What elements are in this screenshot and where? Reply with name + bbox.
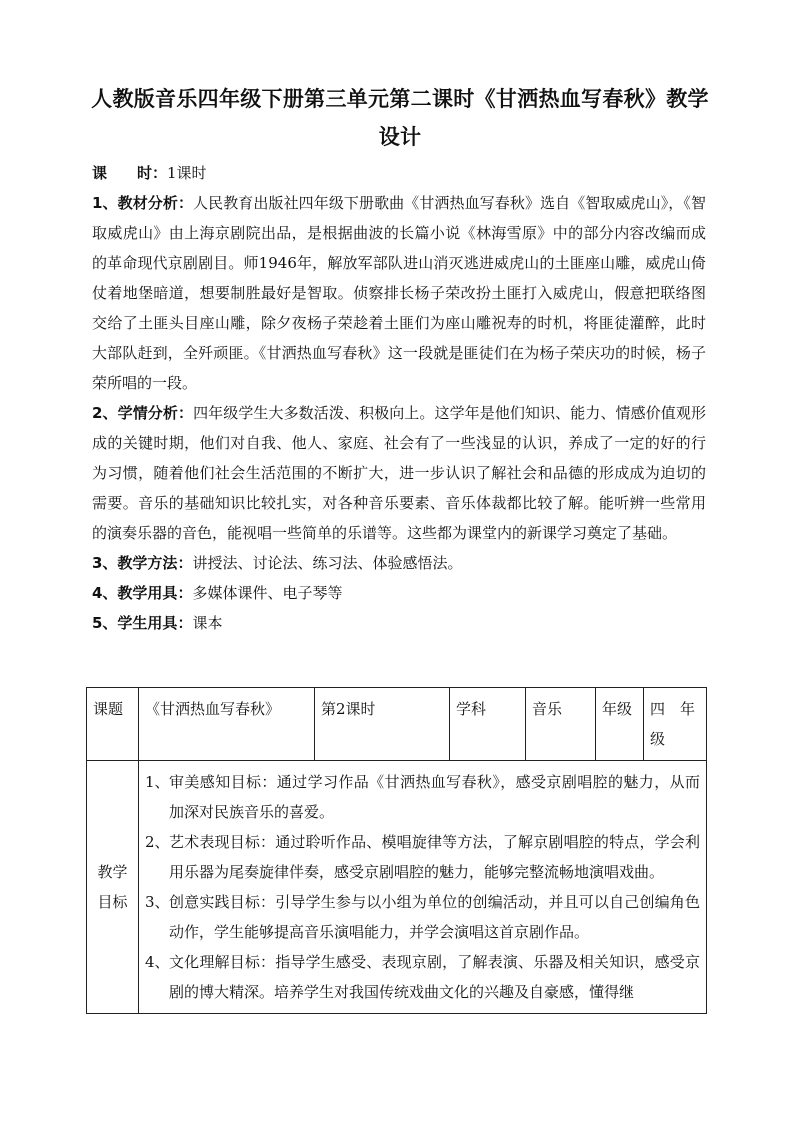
section-teaching-tools — [92, 578, 706, 608]
cell-grade-label: 年级 — [596, 688, 644, 761]
goal-item — [145, 887, 700, 947]
goal-number: 2、 — [145, 833, 170, 851]
cell-topic-label: 课题 — [87, 688, 139, 761]
section-text: 课本 — [192, 614, 223, 632]
goal-number: 1、 — [145, 773, 170, 791]
cell-goals-content — [139, 761, 707, 1014]
table-goals-row — [87, 761, 707, 1014]
section-label: 4、教学用具： — [92, 584, 193, 602]
cell-topic-value: 《甘洒热血写春秋》 — [139, 688, 315, 761]
section-text: 多媒体课件、电子琴等 — [192, 584, 343, 602]
goal-text: 审美感知目标：通过学习作品《甘洒热血写春秋》，感受京剧唱腔的魅力，从而加深对民族音乐的喜爱。 — [169, 773, 700, 821]
section-student-analysis — [92, 398, 706, 548]
lesson-hours-value: 1课时 — [167, 164, 207, 182]
cell-goals-label: 教学目标 — [87, 761, 139, 1014]
lesson-plan-table — [86, 687, 707, 1014]
goal-item — [145, 767, 700, 827]
table-header-row — [87, 688, 707, 761]
section-text: 四年级学生大多数活泼、积极向上。这学年是他们知识、能力、情感价值观形成的关键时期，他们对自我、他人、家庭、社会有了一些浅显的认识，养成了一定的好的行为习惯，随着他们社会生活范围的不断扩大，进一步认识了解社会和品德的形成成为迫切的需要。音乐的基础知识比较扎实，对各种音乐要素、音乐体裁都比较了解。能听辨一些常用的演奏乐器的音色，能视唱一些简单的乐谱等。这些都为课堂内的新课学习奠定了基础。 — [92, 404, 706, 542]
goal-text: 创意实践目标：引导学生参与以小组为单位的创编活动，并且可以自己创编角色动作，学生能够提高音乐演唱能力，并学会演唱这首京剧作品。 — [169, 893, 700, 941]
lesson-hours-label: 课 时： — [92, 164, 168, 182]
document-body — [92, 158, 706, 638]
section-text: 讲授法、讨论法、练习法、体验感悟法。 — [192, 554, 463, 572]
cell-subject-value: 音乐 — [526, 688, 596, 761]
goal-item — [145, 827, 700, 887]
section-label: 5、学生用具： — [92, 614, 193, 632]
section-teaching-methods — [92, 548, 706, 578]
goal-text: 艺术表现目标：通过聆听作品、模唱旋律等方法，了解京剧唱腔的特点，学会利用乐器为尾奏旋律伴奏，感受京剧唱腔的魅力，能够完整流畅地演唱戏曲。 — [169, 833, 700, 881]
section-label: 3、教学方法： — [92, 554, 193, 572]
section-text: 人民教育出版社四年级下册歌曲《甘洒热血写春秋》选自《智取威虎山》，《智取威虎山》由上海京剧院出品，是根据曲波的长篇小说《林海雪原》中的部分内容改编而成的革命现代京剧剧目。师1946年，解放军部队进山消灭逃进威虎山的土匪座山雕，威虎山倚仗着地堡暗道，想要制胜最好是智取。侦察排长杨子荣改扮土匪打入威虎山，假意把联络图交给了土匪头目座山雕，除夕夜杨子荣趁着土匪们为座山雕祝寿的时机，将匪徒灌醉，此时大部队赶到，全歼顽匪。《甘洒热血写春秋》这一段就是匪徒们在为杨子荣庆功的时候，杨子荣所唱的一段。 — [92, 194, 706, 392]
cell-subject-label: 学科 — [450, 688, 526, 761]
cell-grade-value: 四 年级 — [644, 688, 707, 761]
cell-lesson-number: 第2课时 — [315, 688, 450, 761]
section-textbook-analysis — [92, 188, 706, 398]
section-label: 2、学情分析： — [92, 404, 194, 422]
lesson-hours — [92, 158, 706, 188]
goal-item — [145, 947, 700, 1007]
document-title: 人教版音乐四年级下册第三单元第二课时《甘洒热血写春秋》教学设计 — [91, 87, 709, 149]
goals-list — [145, 767, 700, 1007]
goal-text: 文化理解目标：指导学生感受、表现京剧，了解表演、乐器及相关知识，感受京剧的博大精深。培养学生对我国传统戏曲文化的兴趣及自豪感，懂得继 — [169, 953, 700, 1001]
goal-number: 3、 — [145, 893, 170, 911]
section-student-tools — [92, 608, 706, 638]
goal-number: 4、 — [145, 953, 170, 971]
section-label: 1、教材分析： — [92, 194, 194, 212]
